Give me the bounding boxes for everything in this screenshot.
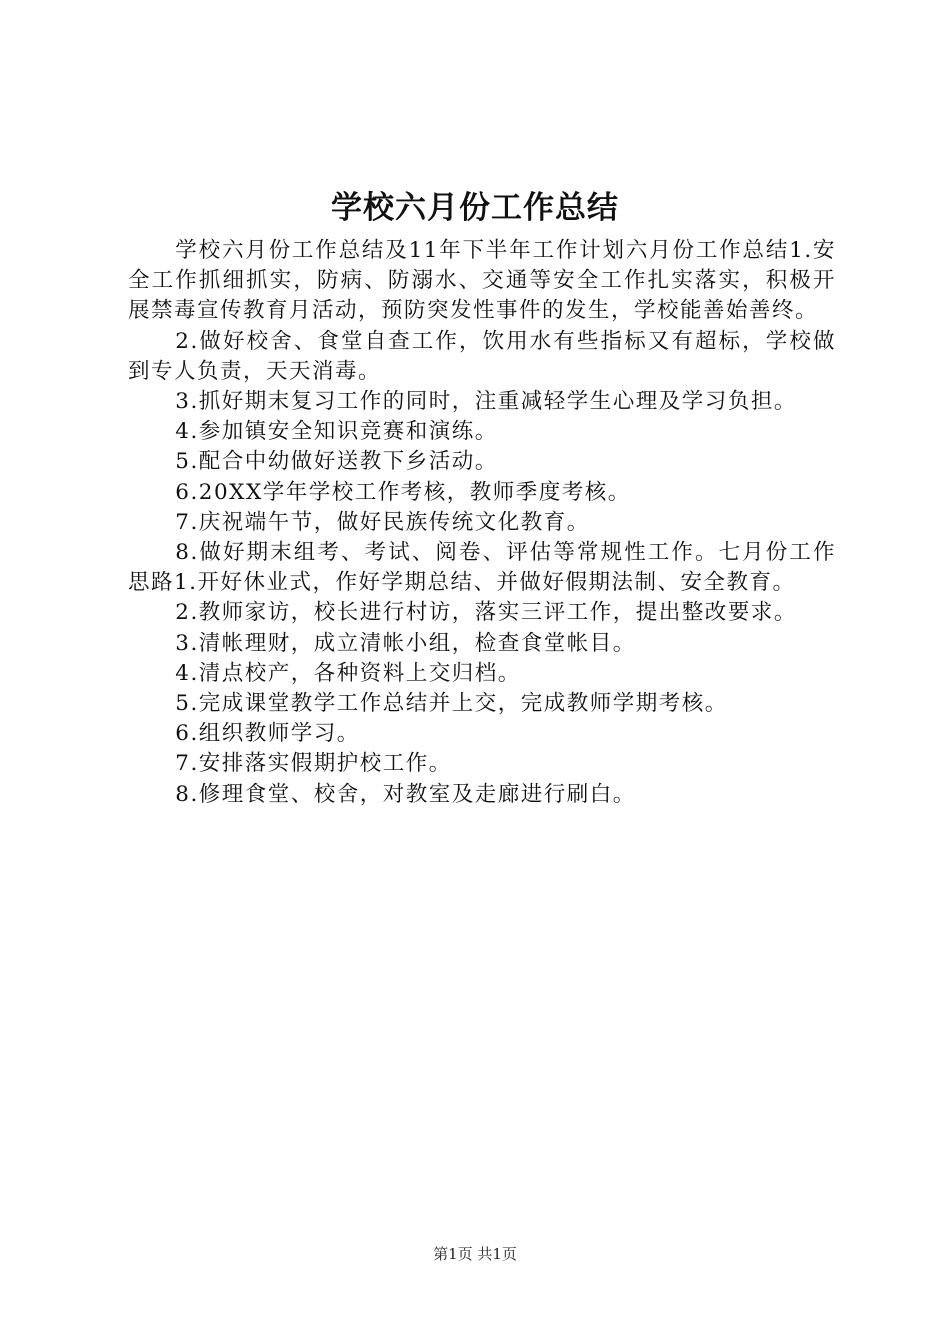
paragraph-6: 6.20XX学年学校工作考核，教师季度考核。	[175, 479, 631, 505]
paragraph-13: 6.组织教师学习。	[175, 721, 360, 747]
paragraph-14: 7.安排落实假期护校工作。	[175, 751, 452, 777]
paragraph-3: 3.抓好期末复习工作的同时，注重减轻学生心理及学习负担。	[175, 389, 797, 415]
document-body	[128, 236, 836, 810]
paragraph-9: 2.教师家访，校长进行村访，落实三评工作，提出整改要求。	[175, 600, 797, 626]
paragraph-1: 学校六月份工作总结及11年下半年工作计划六月份工作总结1.安全工作抓细抓实，防病、防溺水、交通等安全工作扎实落实，积极开展禁毒宣传教育月活动，预防突发性事件的发生，学校能善始善终。	[128, 238, 836, 324]
paragraph-11: 4.清点校产，各种资料上交归档。	[175, 660, 521, 686]
paragraph-2: 2.做好校舍、食堂自查工作，饮用水有些指标又有超标，学校做到专人负责，天天消毒。	[128, 328, 836, 384]
paragraph-8: 8.做好期末组考、考试、阅卷、评估等常规性工作。七月份工作思路1.开好休业式，作好学期总结、并做好假期法制、安全教育。	[128, 540, 836, 596]
paragraph-12: 5.完成课堂教学工作总结并上交，完成教师学期考核。	[175, 691, 728, 717]
document-title: 学校六月份工作总结	[331, 190, 619, 226]
paragraph-4: 4.参加镇安全知识竞赛和演练。	[175, 419, 498, 445]
page-footer: 第1页 共1页	[433, 1245, 517, 1263]
paragraph-7: 7.庆祝端午节，做好民族传统文化教育。	[175, 509, 590, 535]
paragraph-10: 3.清帐理财，成立清帐小组，检查食堂帐目。	[175, 630, 636, 656]
paragraph-5: 5.配合中幼做好送教下乡活动。	[175, 449, 498, 475]
paragraph-15: 8.修理食堂、校舍，对教室及走廊进行刷白。	[175, 781, 636, 807]
